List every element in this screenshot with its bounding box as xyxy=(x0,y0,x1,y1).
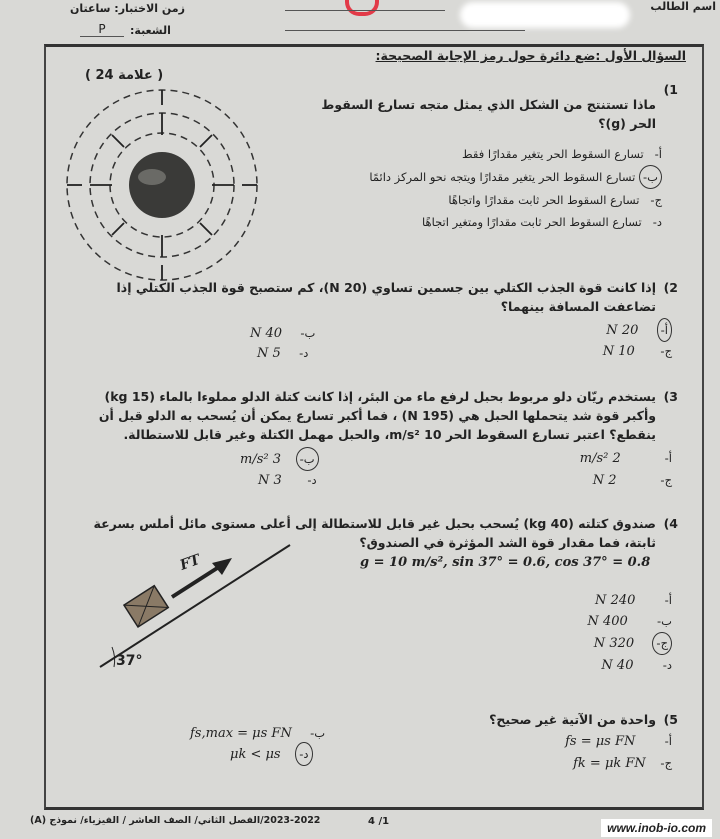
redacted-name xyxy=(460,2,630,28)
page-number: 4 /1 xyxy=(368,816,390,827)
gravity-field-figure xyxy=(60,85,270,285)
q3-number: 3) xyxy=(663,389,678,404)
q2-option-a[interactable]: أ- 20 N xyxy=(606,318,672,342)
q3-option-b[interactable]: ب- 3 m/s² xyxy=(240,447,319,471)
q2-number: 2) xyxy=(663,280,678,295)
q5-text: واحدة من الآتية غير صحيح؟ xyxy=(489,712,656,727)
q1-text: ماذا تستنتج من الشكل الذي يمثل متجه تسارع السقوط الحر (g)؟ xyxy=(321,97,656,131)
option-c[interactable]: ج- تسارع السقوط الحر ثابت مقدارًا واتجاهًا xyxy=(448,193,662,207)
option-b[interactable]: ب- 400 N xyxy=(587,614,672,629)
name-line xyxy=(285,10,445,11)
q5-option-c[interactable]: ج- fk = μk FN xyxy=(573,756,672,771)
q4-given: g = 10 m/s², sin 37° = 0.6, cos 37° = 0.8 xyxy=(360,555,651,570)
section-label: الشعبة: xyxy=(130,24,171,37)
red-pen-mark xyxy=(345,0,379,16)
q3-text: يستخدم ريّان دلو مربوط بحبل لرفع ماء من البئر، إذا كانت كتلة الدلو مملوءا بالماء (15 kg) وأكبر قوة شد يتحملها الحبل هي (195 N) ، فما أكبر تسارع يمكن أن يُسحب به الدلو قبل أن ينقطع؟ اعتبر تسارع السقوط الحر 10 m/s²، والحبل مهمل الكتلة وغير قابل للاستطالة. xyxy=(98,389,656,442)
earth-icon xyxy=(129,152,195,218)
incline-figure xyxy=(60,535,310,680)
tension-arrow xyxy=(172,565,222,597)
option-d[interactable]: د- 40 N xyxy=(601,658,672,673)
section-value: P xyxy=(80,22,124,37)
q2-option-b[interactable]: ب- 40 N xyxy=(250,326,316,341)
q2-option-d[interactable]: د- 5 N xyxy=(257,346,309,361)
q3-option-c[interactable]: ج- 2 N xyxy=(592,473,672,488)
name-line-2 xyxy=(285,30,525,31)
q3-option-a[interactable]: أ- 2 m/s² xyxy=(579,451,672,466)
q4-text: صندوق كتلته (40 kg) يُسحب بحبل غير قابل للاستطالة إلى أعلى مستوى مائل أملس بسرعة ثابتة، فما مقدار قوة الشد المؤثرة في الصندوق؟ xyxy=(93,516,656,550)
q5-option-b[interactable]: ب- fs,max = μs FN xyxy=(190,726,326,741)
q5-option-d[interactable]: د- μk < μs xyxy=(230,742,313,766)
option-d[interactable]: د- تسارع السقوط الحر ثابت مقدارًا ومتغير اتجاهًا xyxy=(422,215,662,229)
q3-option-d[interactable]: د- 3 N xyxy=(258,473,317,488)
box-icon xyxy=(124,586,168,627)
section-title: السؤال الأول :ضع دائرة حول رمز الإجابة الصحيحة: xyxy=(375,48,686,63)
q4-options xyxy=(587,590,672,676)
q1-options xyxy=(342,143,662,233)
q4-number: 4) xyxy=(663,516,678,531)
q2-option-c[interactable]: ج- 10 N xyxy=(602,344,672,359)
option-c[interactable]: ج- 320 N xyxy=(587,632,672,655)
option-b[interactable]: ب- تسارع السقوط الحر يتغير مقدارًا ويتجه نحو المركز دائمًا xyxy=(342,165,662,189)
q1-number: 1) xyxy=(663,82,678,97)
q5-number: 5) xyxy=(663,712,678,727)
watermark: www.inob-io.com xyxy=(601,819,712,837)
circled-answer: ب- xyxy=(639,165,662,189)
option-a[interactable]: أ- 240 N xyxy=(595,593,672,608)
q5-option-a[interactable]: أ- fs = μs FN xyxy=(565,734,672,749)
q2-text: إذا كانت قوة الجذب الكتلي بين جسمين تساوي (20 N)، كم ستصبح قوة الجذب الكتلي إذا تضاعفت المسافة بينهما؟ xyxy=(116,280,656,314)
force-label: FT xyxy=(177,551,203,574)
student-name-label: اسم الطالب xyxy=(650,0,716,13)
option-a[interactable]: أ- تسارع السقوط الحر يتغير مقدارًا فقط xyxy=(461,147,662,161)
footer-exam-info: 2023-2022/الفصل الثاني/ الصف العاشر / الفيزياء/ نموذج (A) xyxy=(30,815,321,826)
angle-label: 37° xyxy=(116,653,143,669)
exam-time: زمن الاختبار: ساعتان xyxy=(70,2,185,15)
section-marks: ( 24 علامة ) xyxy=(85,68,164,83)
